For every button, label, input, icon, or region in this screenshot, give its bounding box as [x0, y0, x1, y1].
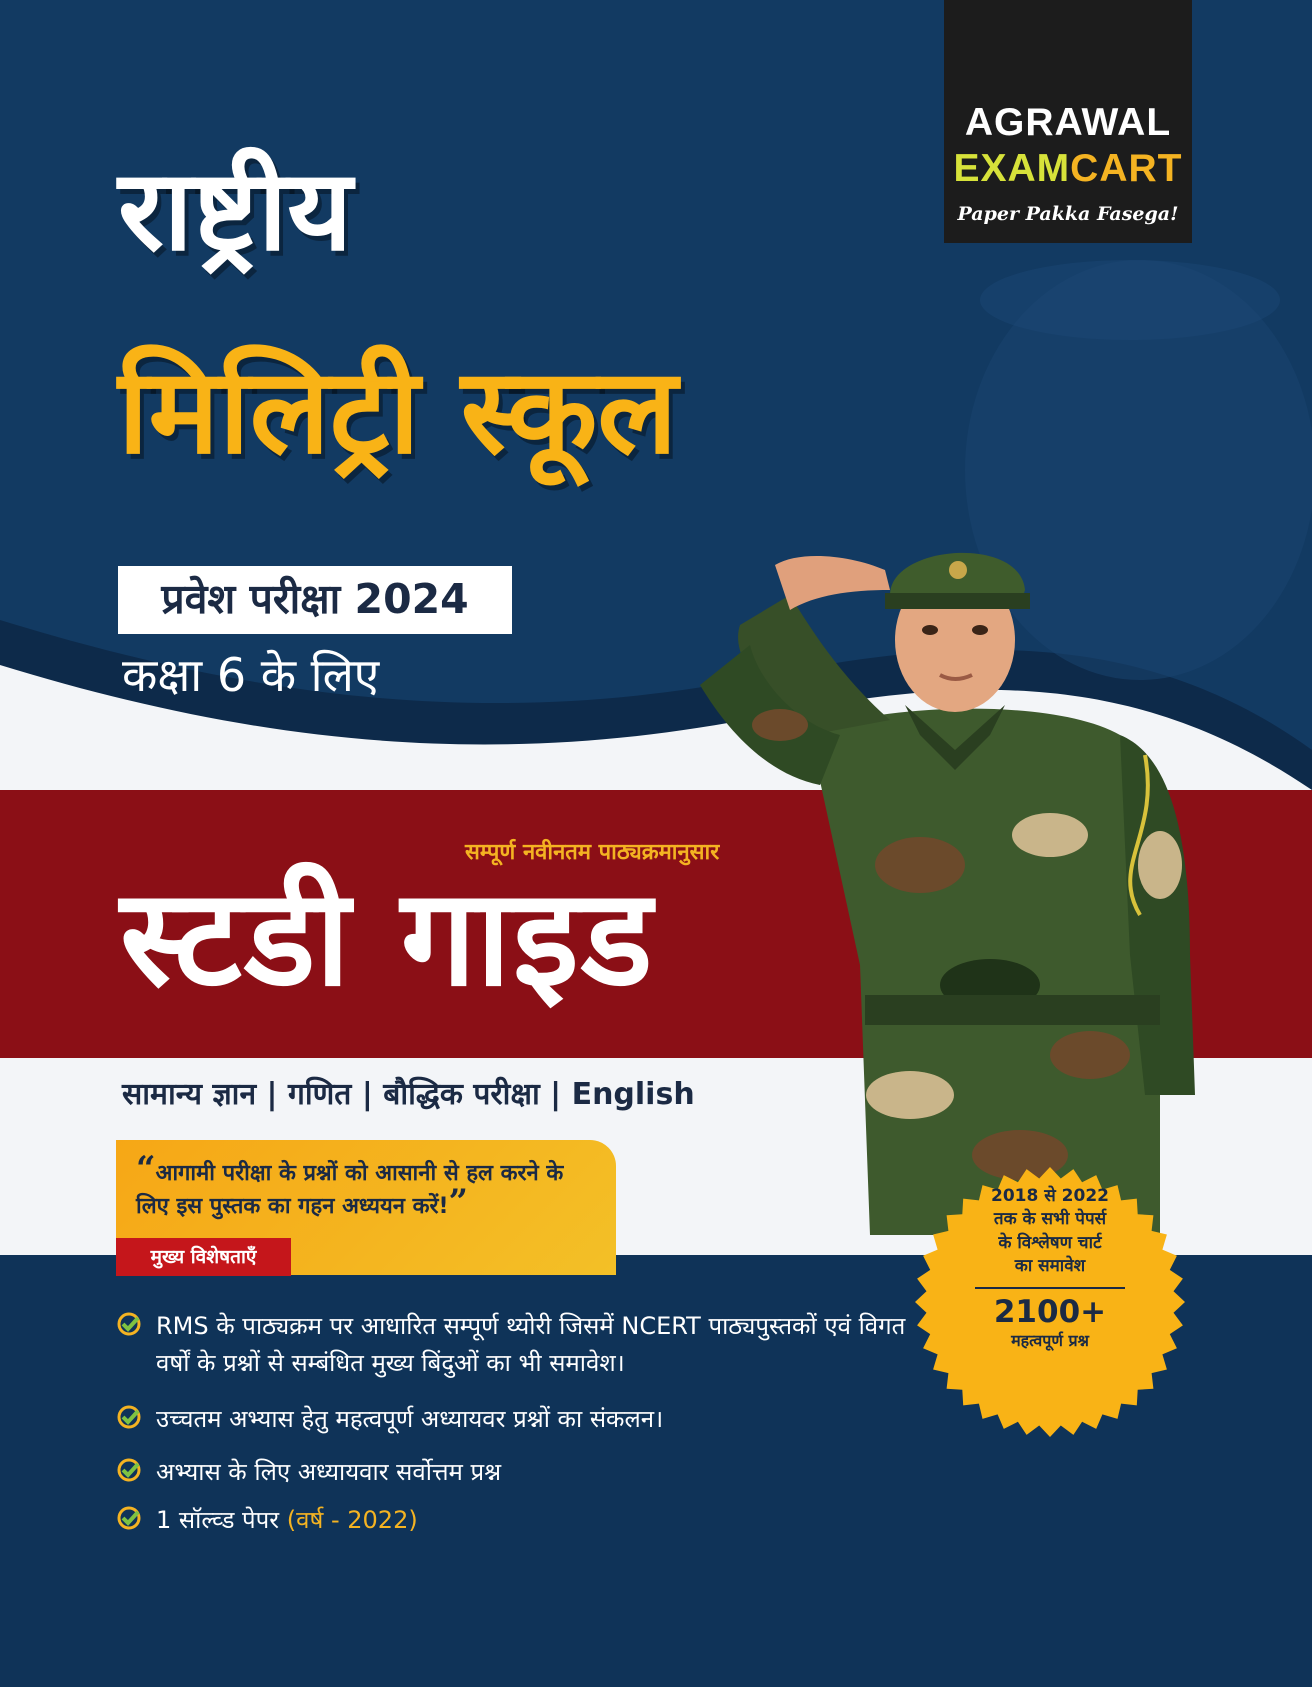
badge-divider: [975, 1287, 1125, 1289]
quote-text: [136, 1149, 596, 1223]
feature-item: [116, 1308, 916, 1382]
feature-text: अभ्यास के लिए अध्यायवार सर्वोत्तम प्रश्न: [156, 1458, 502, 1486]
subjects-line: सामान्य ज्ञान | गणित | बौद्धिक परीक्षा | English: [122, 1077, 695, 1112]
exam-label: प्रवेश परीक्षा 2024: [161, 575, 469, 623]
brand-tagline: Paper Pakka Fasega!: [957, 203, 1179, 225]
feature-text: [156, 1502, 916, 1539]
check-circle-icon: [116, 1404, 142, 1430]
feature-text-main: 1 सॉल्व्ड पेपर: [156, 1506, 280, 1534]
class-label: कक्षा 6 के लिए: [122, 648, 380, 702]
badge-count-label: महत्वपूर्ण प्रश्न: [1011, 1330, 1089, 1350]
feature-text: उच्चतम अभ्यास हेतु महत्वपूर्ण अध्यायवर प्रश्नों का संकलन।: [156, 1405, 664, 1433]
badge-count: 2100+: [993, 1293, 1107, 1330]
brand-exam-word: EXAM: [953, 147, 1071, 190]
saluting-cadet-illustration: [690, 535, 1250, 1255]
badge-content: [943, 1185, 1157, 1351]
badge-line-3: के विश्लेषण चार्ट: [998, 1232, 1102, 1253]
brand-name-bottom: [944, 147, 1192, 191]
features-label: मुख्य विशेषताएँ: [116, 1238, 291, 1276]
check-circle-icon: [116, 1505, 142, 1531]
exam-label-box: [118, 566, 512, 634]
feature-year: (वर्ष - 2022): [286, 1506, 418, 1534]
title-line-2: मिलिट्री स्कूल: [118, 342, 678, 480]
check-circle-icon: [116, 1311, 142, 1337]
publisher-logo: [944, 0, 1192, 243]
feature-text: RMS के पाठ्यक्रम पर आधारित सम्पूर्ण थ्योरी जिसमें NCERT पाठ्यपुस्तकों एवं विगत वर्षों के प्रश्नों से सम्बंधित मुख्य बिंदुओं का भी समावेश।: [156, 1312, 906, 1378]
feature-item: [116, 1454, 916, 1491]
syllabus-note: सम्पूर्ण नवीनतम पाठ्यक्रमानुसार: [465, 840, 720, 865]
feature-item: [116, 1502, 916, 1539]
brand-name-top: AGRAWAL: [964, 101, 1172, 144]
feature-item: [116, 1401, 916, 1438]
brand-cart-word: CART: [1070, 147, 1183, 190]
check-circle-icon: [116, 1457, 142, 1483]
badge-line-1: 2018 से 2022: [991, 1186, 1109, 1206]
title-line-1: राष्ट्रीय: [118, 146, 353, 276]
badge-line-2: तक के सभी पेपर्स: [993, 1209, 1107, 1230]
close-quote-icon: ”: [448, 1181, 469, 1222]
quote-body: आगामी परीक्षा के प्रश्नों को आसानी से हल करने के लिए इस पुस्तक का गहन अध्ययन करें!: [136, 1161, 564, 1219]
guide-title: स्टडी गाइड: [120, 860, 655, 1016]
badge-line-4: का समावेश: [1014, 1256, 1086, 1277]
open-quote-icon: “: [136, 1149, 156, 1189]
